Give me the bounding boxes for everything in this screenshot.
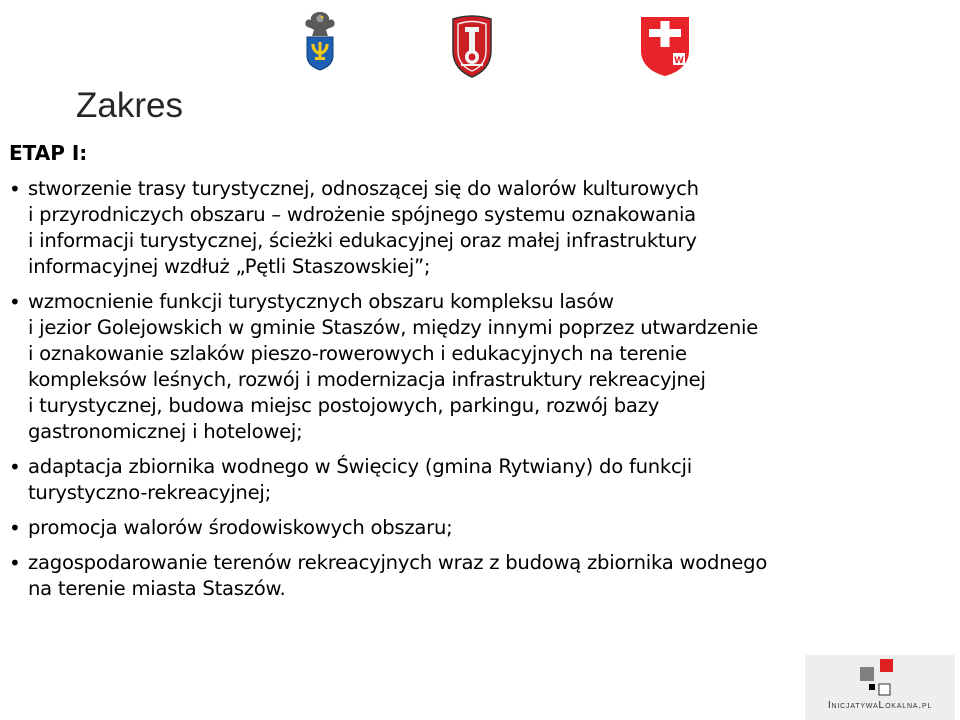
bullet-line: gastronomicznej i hotelowej;	[28, 420, 303, 443]
bullet-line: kompleksów leśnych, rozwój i modernizacja infrastruktury rekreacyjnej	[28, 368, 706, 391]
bullet-dot-icon: •	[9, 177, 21, 201]
brand-squares-icon	[858, 657, 902, 697]
bullet-line: informacyjnej wzdłuż „Pętli Staszowskiej”;	[28, 255, 431, 278]
coat-of-arms-cross-icon	[639, 15, 691, 77]
bullet-item	[9, 550, 949, 602]
coat-of-arms-seal-icon	[449, 13, 495, 79]
bullet-item	[9, 176, 949, 280]
scope-bullet-list	[9, 176, 949, 611]
logos-row	[0, 8, 960, 83]
bullet-line: stworzenie trasy turystycznej, odnoszącej się do walorów kulturowych	[28, 177, 699, 200]
bullet-item	[9, 454, 949, 506]
bullet-line: zagospodarowanie terenów rekreacyjnych wraz z budową zbiornika wodnego	[28, 551, 768, 574]
shield-letter: W	[674, 56, 684, 66]
bullet-line: promocja walorów środowiskowych obszaru;	[28, 516, 453, 539]
bullet-dot-icon: •	[9, 455, 21, 479]
bullet-line: wzmocnienie funkcji turystycznych obszaru kompleksu lasów	[28, 290, 614, 313]
bullet-line: na terenie miasta Staszów.	[28, 577, 286, 600]
bullet-item	[9, 289, 949, 445]
bullet-line: i informacji turystycznej, ścieżki edukacyjnej oraz małej infrastruktury	[28, 229, 697, 252]
bullet-dot-icon: •	[9, 516, 21, 540]
bullet-line: turystyczno-rekreacyjnej;	[28, 481, 271, 504]
slide-title: Zakres	[76, 86, 183, 125]
bullet-line: adaptacja zbiornika wodnego w Święcicy (gmina Rytwiany) do funkcji	[28, 455, 692, 478]
bullet-line: i oznakowanie szlaków pieszo-rowerowych i edukacyjnych na terenie	[28, 342, 687, 365]
bullet-line: i turystycznej, budowa miejsc postojowych, parkingu, rozwój bazy	[28, 394, 660, 417]
brand-badge	[805, 655, 955, 720]
bullet-line: i jezior Golejowskich w gminie Staszów, między innymi poprzez utwardzenie	[28, 316, 758, 339]
bullet-dot-icon: •	[9, 290, 21, 314]
coat-of-arms-eagle-icon	[302, 10, 338, 72]
bullet-dot-icon: •	[9, 551, 21, 575]
brand-name: InicjatywaLokalna.pl	[827, 699, 933, 711]
bullet-line: i przyrodniczych obszaru – wdrożenie spójnego systemu oznakowania	[28, 203, 696, 226]
bullet-item	[9, 515, 949, 541]
stage-heading: ETAP I:	[9, 141, 88, 165]
